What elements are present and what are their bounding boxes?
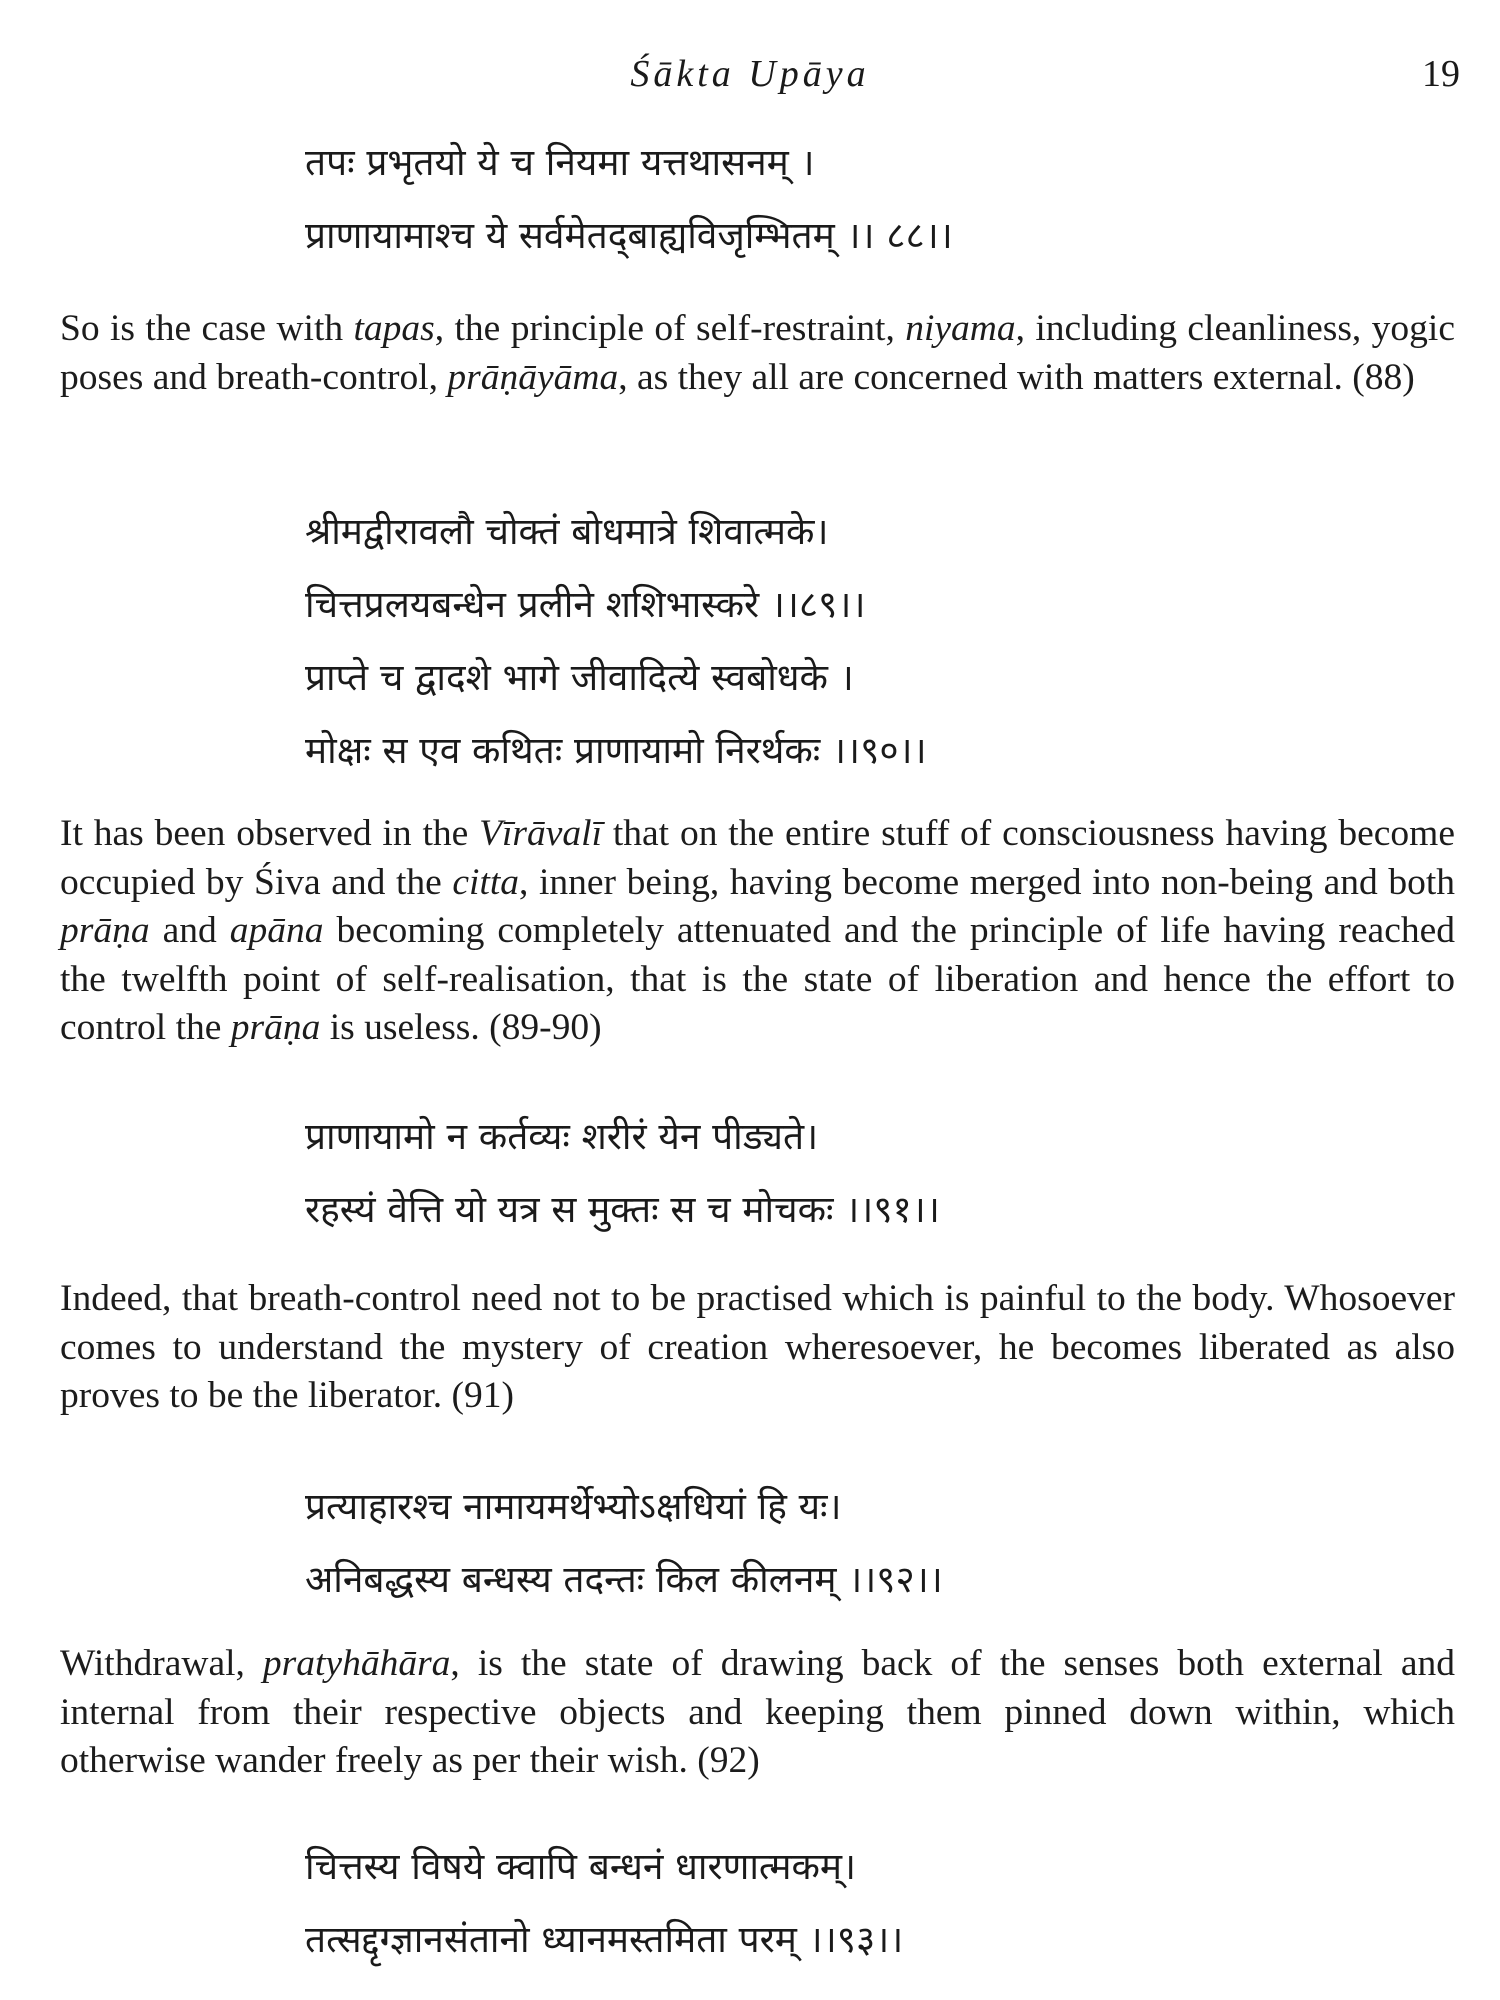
- italic-term: prāṇa: [60, 910, 150, 951]
- sanskrit-verse-93: [305, 1830, 903, 1976]
- prose-text: , the principle of self-restraint,: [434, 308, 906, 349]
- running-title: Śākta Upāya: [630, 53, 870, 95]
- prose-text: , including cleanliness, yogic poses and breath-control,: [60, 308, 1455, 398]
- verse-line: मोक्षः स एव कथितः प्राणायामो निरर्थकः ।।९०।।: [305, 729, 927, 772]
- page-header: [0, 52, 1500, 102]
- prose-text: , as they all are concerned with matters external. (88): [618, 356, 1415, 398]
- verse-line: प्रत्याहारश्च नामायमर्थेभ्योऽक्षधियां हि यः।: [305, 1485, 842, 1528]
- verse-line: प्राणायामो न कर्तव्यः शरीरं येन पीड्यते।: [305, 1115, 819, 1158]
- prose-text: , is the state of drawing back of the senses both external and internal from their respective objects and keeping them pinned down within, which otherwise wander freely as per their wish. (92): [60, 1643, 1455, 1781]
- prose-text: becoming completely attenuated and the principle of life having reached the twelfth point of self-realisation, that is the state of liberation and hence the effort to control the: [60, 910, 1455, 1048]
- verse-line: चित्तस्य विषये क्वापि बन्धनं धारणात्मकम्।: [305, 1845, 857, 1888]
- verse-line: प्राप्ते च द्वादशे भागे जीवादित्ये स्वबोधके ।: [305, 656, 854, 699]
- verse-line: तत्सद्दृग्ज्ञानसंतानो ध्यानमस्तमिता परम् ।।९३।।: [305, 1918, 904, 1961]
- prose-text: Withdrawal,: [60, 1643, 263, 1684]
- translation-paragraph-89-90: [60, 810, 1455, 1053]
- translation-paragraph-88: [60, 305, 1455, 402]
- prose-text: is useless. (89-90): [320, 1007, 602, 1048]
- translation-paragraph-91: [60, 1275, 1455, 1421]
- italic-term: prāṇa: [230, 1007, 321, 1048]
- page-number: 19: [1422, 53, 1460, 95]
- verse-line: श्रीमद्वीरावलौ चोक्तं बोधमात्रे शिवात्मके।: [305, 510, 829, 553]
- sanskrit-verse-92: [305, 1470, 943, 1616]
- sanskrit-verse-91: [305, 1100, 940, 1246]
- italic-term: apāna: [229, 910, 324, 951]
- prose-text: and: [149, 910, 230, 951]
- italic-term: tapas: [353, 308, 435, 349]
- translation-paragraph-92: [60, 1640, 1455, 1786]
- italic-term: niyama: [905, 308, 1016, 349]
- sanskrit-verse-89-90: [305, 495, 927, 787]
- prose-text: Indeed, that breath-control need not to be practised which is painful to the body. Whosoever comes to understand the mystery of creation wheresoever, he becomes liberated as also proves to be the liberator. (91): [60, 1278, 1455, 1416]
- verse-line: प्राणायामाश्च ये सर्वमेतद्‌बाह्यविजृम्भितम् ।। ८८।।: [305, 214, 953, 257]
- italic-term: prāṇāyāma: [447, 356, 619, 398]
- prose-text: that on the entire stuff of consciousness having become occupied by Śiva and the: [60, 813, 1455, 903]
- prose-text: So is the case with: [60, 308, 354, 349]
- italic-term: Vīrāvalī: [479, 813, 603, 854]
- verse-line: चित्तप्रलयबन्धेन प्रलीने शशिभास्करे ।।८९।।: [305, 583, 866, 626]
- prose-text: It has been observed in the: [60, 813, 480, 854]
- prose-text: , inner being, having become merged into non-being and both: [519, 861, 1455, 903]
- italic-term: citta: [452, 861, 520, 903]
- italic-term: pratyhāhāra: [262, 1643, 451, 1684]
- verse-line: अनिबद्धस्य बन्धस्य तदन्तः किल कीलनम् ।।९२।।: [305, 1558, 943, 1601]
- verse-line: तपः प्रभृतयो ये च नियमा यत्तथासनम् ।: [305, 141, 815, 184]
- verse-line: रहस्यं वेत्ति यो यत्र स मुक्तः स च मोचकः ।।९१।।: [305, 1188, 940, 1231]
- sanskrit-verse-88: [305, 126, 953, 272]
